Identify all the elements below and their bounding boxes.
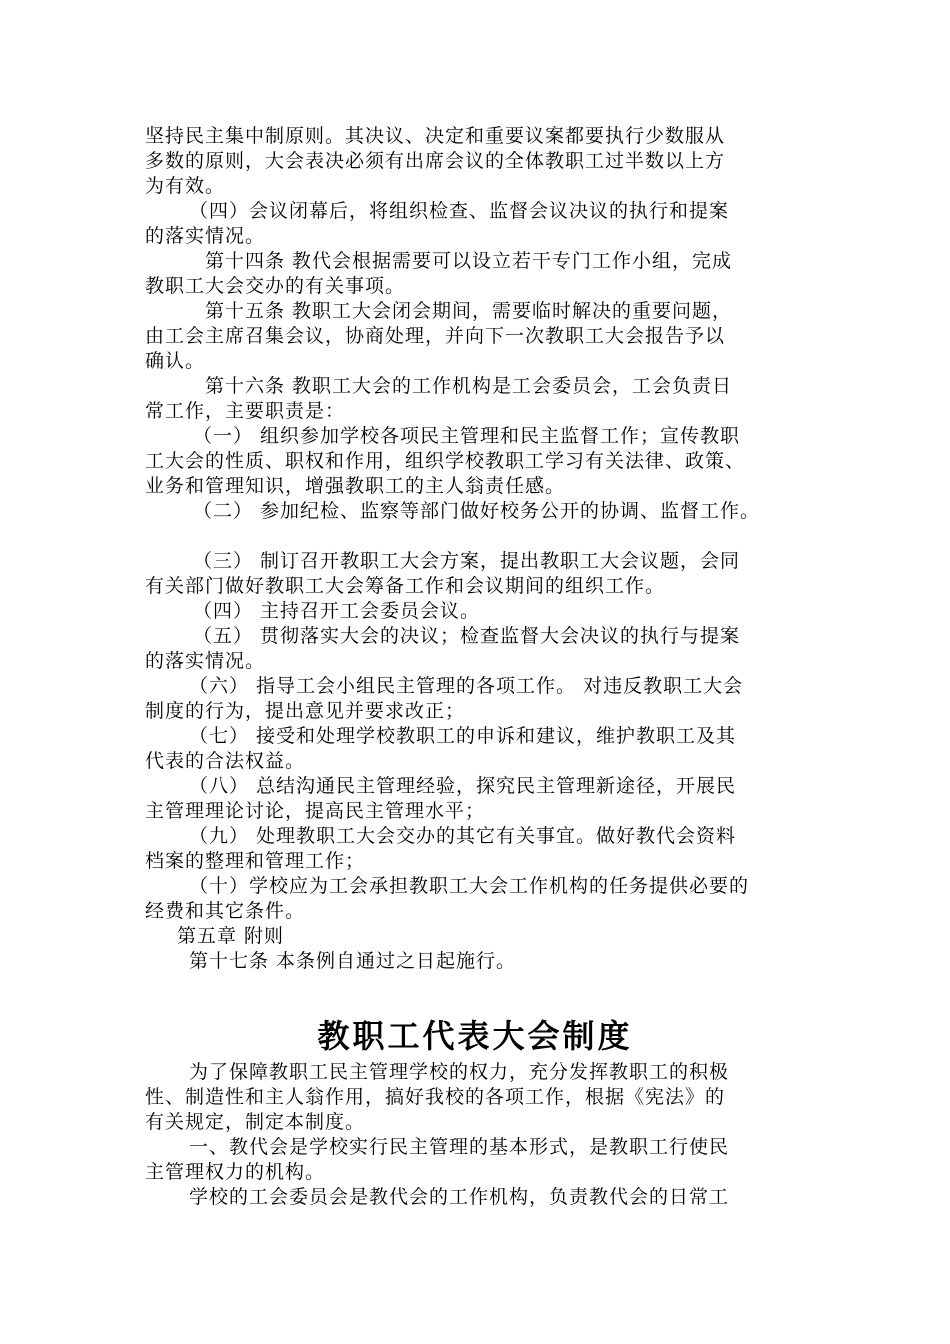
list-item-line: （六） 指导工会小组民主管理的各项工作。 对违反教职工大会 (189, 675, 744, 697)
paragraph-line: 坚持民主集中制原则。其决议、决定和重要议案都要执行少数服从 (145, 125, 726, 147)
list-item-line: （八） 总结沟通民主管理经验，探究民主管理新途径，开展民 (189, 775, 737, 797)
paragraph-line: （四）会议闭幕后，将组织检查、监督会议决议的执行和提案 (189, 200, 730, 222)
paragraph-line: 由工会主席召集会议，协商处理，并向下一次教职工大会报告予以 (145, 325, 726, 347)
paragraph-line: 的落实情况。 (145, 225, 266, 247)
paragraph-line: 多数的原则，大会表决必须有出席会议的全体教职工过半数以上方 (145, 150, 726, 172)
list-item-line: （四） 主持召开工会委员会议。 (193, 600, 481, 622)
paragraph-line: 业务和管理知识，增强教职工的主人翁责任感。 (145, 475, 566, 497)
list-item-line: （三） 制订召开教职工大会方案，提出教职工大会议题，会同 (193, 550, 741, 572)
list-item-line: （五） 贯彻落实大会的决议；检查监督大会决议的执行与提案 (193, 625, 741, 647)
paragraph-line: 经费和其它条件。 (145, 900, 306, 922)
paragraph-line: 有关部门做好教职工大会筹备工作和会议期间的组织工作。 (145, 575, 666, 597)
article-line: 第十五条 教职工大会闭会期间，需要临时解决的重要问题， (205, 300, 733, 322)
paragraph-line: 档案的整理和管理工作； (145, 850, 366, 872)
list-item-line: （七） 接受和处理学校教职工的申诉和建议，维护教职工及其 (189, 725, 737, 747)
chapter-heading: 第五章 附则 (177, 925, 285, 947)
list-item-line: （九） 处理教职工大会交办的其它有关事宜。做好教代会资料 (189, 825, 737, 847)
paragraph-line: 主管理理论讨论，提高民主管理水平； (145, 800, 486, 822)
paragraph-line: 代表的合法权益。 (145, 750, 306, 772)
paragraph-line: 制度的行为，提出意见并要求改正； (145, 700, 466, 722)
paragraph-line: 教职工大会交办的有关事项。 (145, 275, 406, 297)
paragraph-line: 的落实情况。 (145, 650, 266, 672)
paragraph-line: 工大会的性质、职权和作用，组织学校教职工学习有关法律、政策、 (145, 450, 746, 472)
paragraph-line: 常工作，主要职责是： (145, 400, 346, 422)
paragraph-line: 一、教代会是学校实行民主管理的基本形式，是教职工行使民 (189, 1136, 730, 1158)
paragraph-line: 为有效。 (145, 175, 226, 197)
document-title: 教职工代表大会制度 (317, 1017, 633, 1055)
article-line: 第十七条 本条例自通过之日起施行。 (189, 950, 517, 972)
paragraph-line: 确认。 (145, 350, 206, 372)
paragraph-line: 有关规定，制定本制度。 (145, 1111, 366, 1133)
section-gap (145, 974, 825, 1014)
paragraph-line: 学校的工会委员会是教代会的工作机构，负责教代会的日常工 (189, 1186, 730, 1208)
article-line: 第十六条 教职工大会的工作机构是工会委员会，工会负责日 (205, 375, 733, 397)
list-item-line: （一） 组织参加学校各项民主管理和民主监督工作；宣传教职 (193, 425, 741, 447)
paragraph-line: 性、制造性和主人翁作用，搞好我校的各项工作，根据《宪法》的 (145, 1086, 726, 1108)
list-item-line: （二） 参加纪检、监察等部门做好校务公开的协调、监督工作。 (193, 500, 761, 522)
paragraph-line: 主管理权力的机构。 (145, 1161, 326, 1183)
article-line: 第十四条 教代会根据需要可以设立若干专门工作小组，完成 (205, 250, 733, 272)
list-item-line: （十）学校应为工会承担教职工大会工作机构的任务提供必要的 (189, 875, 750, 897)
blank-line (145, 524, 825, 549)
paragraph-line: 为了保障教职工民主管理学校的权力，充分发挥教职工的积极 (189, 1061, 730, 1083)
document-body (145, 124, 825, 1210)
